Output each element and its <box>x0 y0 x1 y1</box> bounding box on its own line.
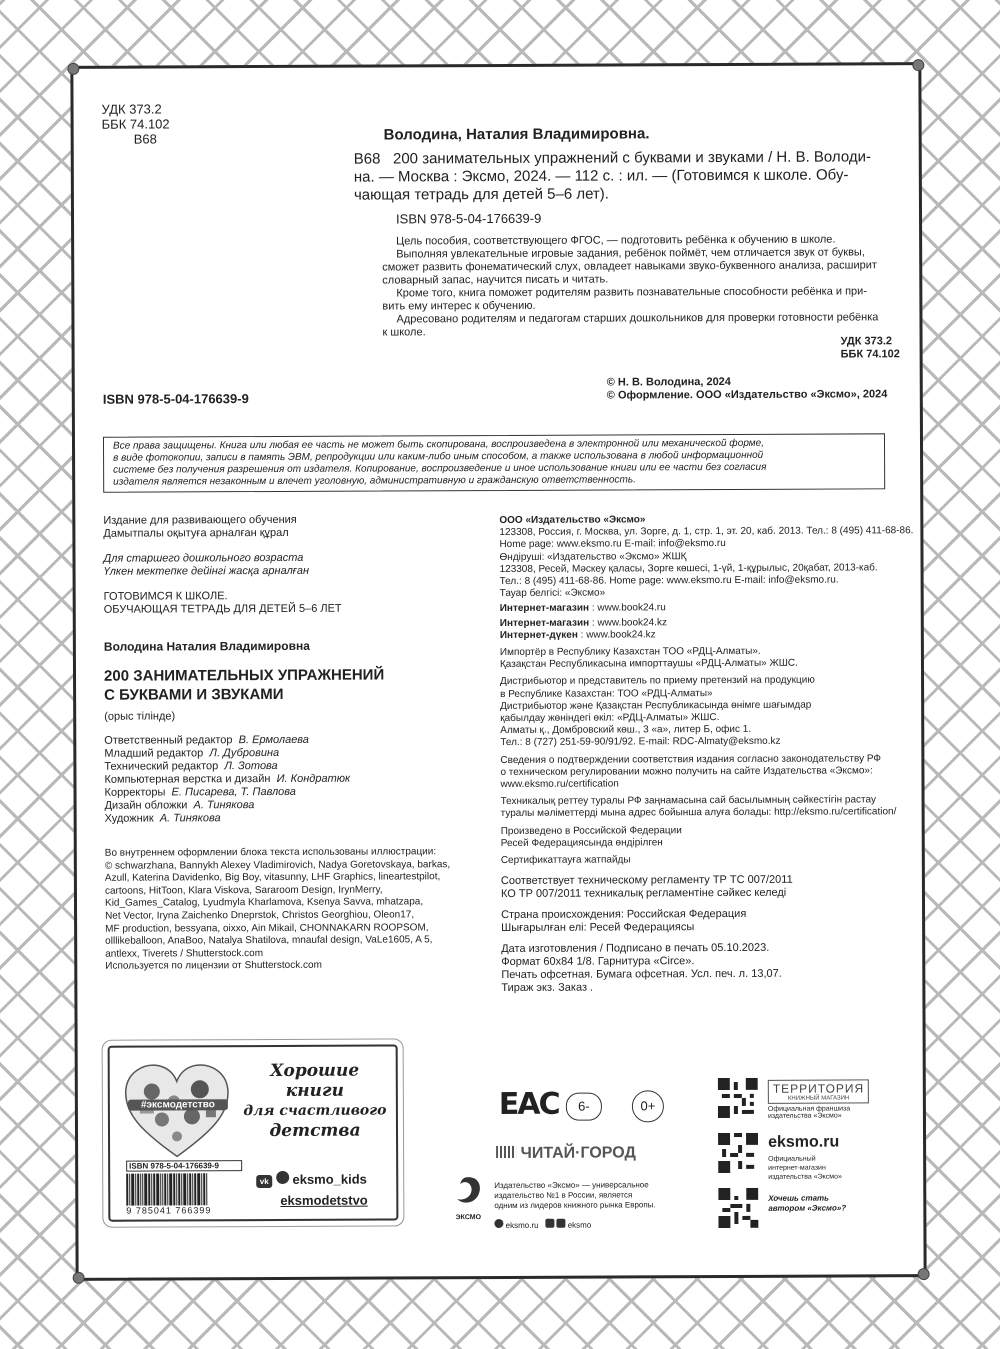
social-site[interactable]: eksmodetstvo <box>280 1192 368 1208</box>
shop-line: Интернет-магазин : www.book24.kz <box>499 616 667 629</box>
vk-icon <box>545 1219 554 1228</box>
udk-code: УДК 373.2 <box>840 335 893 348</box>
age-badge-6: 6- <box>566 1093 602 1121</box>
chitai-gorod-logo: ЧИТАЙ·ГОРОД <box>496 1144 636 1163</box>
qr-code-icon[interactable] <box>718 1078 758 1118</box>
biblio-code: В68 <box>353 150 381 168</box>
abstract-line: словарный запас, научится писать и читать. <box>382 273 609 287</box>
isbn-line: ISBN 978-5-04-176639-9 <box>395 210 542 227</box>
abstract-line: к школе. <box>382 326 426 339</box>
barcode-digits: 9 785041 766399 <box>126 1205 242 1216</box>
publisher-name: ООО «Издательство «Эксмо» <box>499 514 646 526</box>
pin <box>73 1272 85 1284</box>
series-line: ГОТОВИМСЯ К ШКОЛЕ. <box>103 590 228 603</box>
hashtag: #эксмодетство <box>128 1099 228 1110</box>
eksmo-icon <box>453 1175 483 1209</box>
rights-line: Все права защищены. Книга или любая ее часть не может быть скопирована, воспроизведена в электронной или механической форме, <box>112 437 764 452</box>
biblio-record <box>354 148 934 205</box>
credit-line: Ответственный редактор В. Ермолаева <box>104 733 309 747</box>
right-column: ООО «Издательство «Эксмо» 123308, Россия, г. Москва, ул. Зорге, д. 1, стр. 1, эт. 20, каб. 2013. Тел.: 8 (495) 411-68-86. Home page: www.eksmo.ru E-mail: info@eksmo.ru Өндіруші: «Издательство «Эксмо» ЖШҚ 123308, Ресей, Мәскеу қаласы, Зорге көшесі, 1-үй, 1-құрылыс, 20қабат, 2013-каб. Тел.: 8 (495) 411-68-86. Home page: www.eksmo.ru E-mail: info@eksmo.ru. Тауар белгісі: «Эксмо» Интернет-магазин : www.book24.ru Интернет-магазин : www.book24.kz Интернет-дүкен : www.book24.kz Импортёр в Республику Казахстан ТОО «РДЦ-Алматы». Қазақстан Республикасына импорттаушы «РДЦ-Алматы» ЖШС. Дистрибьютор и представитель по приему претензий на продукцию в Республике Казахстан: ТОО «РДЦ-Алматы» Дистрибьютор және Қазақстан Республикасында өнімге шағымдар қабылдау жөніндегі өкіл: «РДЦ-Алматы» ЖШС. Алматы қ., Домбровский көш., 3 «а», литер Б, офис 1. Тел.: 8 (727) 251-59-90/91/92. E-mail: RDC-Almaty@eksmo.kz Сведения о подтверждении соответствия издания согласно законодательству РФ о техническом регулировании можно получить на сайте Издательства «Эксмо»: www.eksmo.ru/certification Техникалық реттеу туралы РФ заңнамасына сай басылымның сәйкестігін растау туралы мәліметтерді мына адрес бойынша алуға болады: http://eksmo.ru/certification/ Произведено в Российской Федерации Ресей Федерациясында өндірілген Сертификаттауға жатпайды <box>499 513 921 867</box>
slogan: Хорошие книги для счастливого детства <box>243 1060 387 1142</box>
page-sheet <box>70 62 926 1281</box>
catalog-codes-bottom <box>841 335 900 361</box>
pin <box>918 1268 930 1280</box>
abstract-line: Выполняя увлекательные игровые задания, ребёнок поймёт, чем отличается звук от буквы, <box>396 246 865 261</box>
telegram-icon <box>494 1219 503 1228</box>
rights-line: в виде фотокопии, записи в память ЭВМ, репродукции или каким-либо иным способом, а также использована в любой информационной <box>113 449 764 464</box>
biblio-line: 200 занимательных упражнений с буквами и звуками / Н. В. Володи- <box>392 148 872 168</box>
shop-line: Интернет-магазин : www.book24.ru <box>499 602 666 615</box>
abstract-line: вить ему интерес к обучению. <box>382 299 536 313</box>
edition-line: Дамытпалы оқытуға арналған құрал <box>103 526 289 540</box>
age-badge-0: 0+ <box>632 1090 664 1122</box>
bbk-code: ББК 74.102 <box>101 116 170 132</box>
author-heading: Володина, Наталия Владимировна. <box>383 125 650 144</box>
credit-line: Компьютерная верстка и дизайн И. Кондратюк <box>104 772 351 786</box>
author-code: В68 <box>133 131 157 147</box>
promo-sticker <box>108 1044 399 1221</box>
credit-line: Младший редактор Л. Дубровина <box>104 746 280 760</box>
isbn-bold: ISBN 978-5-04-176639-9 <box>102 391 249 407</box>
rights-line: системе без получения разрешения от издателя. Копирование, воспроизведение и иное использование книги или ее части без согласия <box>113 461 767 476</box>
credit-line: Дизайн обложки А. Тинякова <box>104 799 255 812</box>
print-data: Соответствует техническому регламенту ТР ТС 007/2011 КО ТР 007/2011 техникалық регламентіне сәйкес келеді Страна происхождения: Российская Федерация Шығарылған елі: Ресей Федерациясы Дата изготовления / Подписано в печать 05.10.2023. Формат 60x84 1/8. Гарнитура «Circe». Печать офсетная. Бумага офсетная. Усл. печ. л. 13,07. Тираж экз. Заказ . <box>500 873 793 994</box>
abstract-line: сможет развить фонематический слух, овладеет навыками звуко-буквенного анализа, расширит <box>382 259 877 274</box>
pin <box>912 59 924 71</box>
bbk-code: ББК 74.102 <box>840 348 900 361</box>
edition-line: Издание для развивающего обучения <box>103 513 297 527</box>
eksmo-logo: ЭКСМО <box>450 1175 486 1221</box>
credit-line: Художник А. Тинякова <box>104 812 221 825</box>
catalog-codes <box>102 101 170 146</box>
abstract-line: Кроме того, книга поможет родителям развить познавательные способности ребёнка и при- <box>396 285 868 300</box>
copyright-line: © Оформление. ООО «Издательство «Эксмо», 2024 <box>606 388 888 402</box>
book-title: С БУКВАМИ И ЗВУКАМИ <box>104 685 284 704</box>
author-name: Володина Наталия Владимировна <box>103 638 310 654</box>
vk-icon: vk <box>256 1175 272 1188</box>
udk-code: УДК 373.2 <box>101 101 162 117</box>
shop-line: Интернет-дүкен : www.book24.kz <box>499 629 656 641</box>
language-note: (орыс тілінде) <box>104 710 176 723</box>
sticker-isbn: ISBN 978-5-04-176639-9 <box>126 1160 242 1172</box>
eksmo-shop[interactable]: eksmo.ru Официальный интернет-магазин издательства «Эксмо» <box>768 1133 842 1181</box>
rights-line: издателя является незаконным и влечет уголовную, административную и гражданскую ответственность. <box>113 474 636 488</box>
bookstore-icon <box>496 1146 516 1158</box>
biblio-line: чающая тетрадь для детей 5–6 лет). <box>353 185 609 204</box>
telegram-icon <box>276 1171 289 1184</box>
abstract-line: Цель пособия, соответствующего ФГОС, — подготовить ребёнка к обучению в школе. <box>396 233 836 248</box>
eksmo-social[interactable]: eksmo.ru eksmo <box>494 1218 655 1231</box>
eksmo-description: Издательство «Эксмо» — универсальное издательство №1 в России, является одним из лидеров книжного рынка Европы. eksmo.ru eksmo <box>494 1180 656 1230</box>
territory-logo: ТЕРРИТОРИЯ КНИЖНЫЙ МАГАЗИН Официальная франшиза издательства «Эксмо» <box>768 1079 870 1119</box>
pin <box>67 63 79 75</box>
age-line: Үлкен мектепке дейінгі жасқа арналған <box>103 564 310 578</box>
left-column <box>103 513 485 974</box>
heart-icon <box>122 1061 232 1161</box>
abstract <box>382 233 922 339</box>
become-author[interactable]: Хочешь стать автором «Эксмо»? <box>768 1193 847 1213</box>
qr-code-icon[interactable] <box>718 1188 758 1228</box>
rights-notice <box>103 433 885 492</box>
age-line: Для старшего дошкольного возраста <box>103 551 304 565</box>
credit-line: Корректоры Е. Писарева, Т. Павлова <box>104 785 296 799</box>
biblio-line: на. — Москва : Эксмо, 2024. — 112 с. : ил. — (Готовимся к школе. Обу- <box>353 166 849 186</box>
copyright-line: © Н. В. Володина, 2024 <box>606 375 731 389</box>
qr-code-icon[interactable] <box>718 1133 758 1173</box>
credits-list <box>104 733 484 826</box>
cert-note: Сертификаттауға жатпайды <box>500 854 631 867</box>
illustrations-credits: Во внутреннем оформлении блока текста использованы иллюстрации: © schwarzhana, Bannykh Alexey Vladimirovich, Nadya Goretovskaya, barkas, Azull, Katerina Davidenko, Big Boy, vitasunny, LHF Graphics, lineartestpilot, cartoons, HitToon, Klara Viskova, Sararoom Design, IrynMerry, Kid_Games_Catalog, Lyudmyla Kharlamova, Ksenya Savva, mhatzapa, Net Vector, Iryna Zaichenko Dneprstok, Christos Georghiou, Oleon17, MF production, bessyana, oixxo, Ain Mikail, CHONNAKARN ROOPSOM, olllikeballoon, AnaBoo, Natalya Shatilova, mnaufal design, VaLe1605, A 5, antlexx, Tiverets / Shutterstock.com Используется по лицензии от Shutterstock.com <box>104 846 451 973</box>
ok-icon <box>556 1219 565 1228</box>
eac-mark: EAC <box>498 1086 559 1123</box>
series-line: ОБУЧАЮЩАЯ ТЕТРАДЬ ДЛЯ ДЕТЕЙ 5–6 ЛЕТ <box>103 602 342 616</box>
book-title: 200 ЗАНИМАТЕЛЬНЫХ УПРАЖНЕНИЙ <box>103 666 385 685</box>
social-vk[interactable]: vk eksmo_kids <box>256 1171 367 1188</box>
copyright-block <box>607 375 888 402</box>
credit-line: Технический редактор Л. Зотова <box>104 759 278 773</box>
abstract-line: Адресовано родителям и педагогам старших дошкольников для проверки готовности ребёнка <box>396 311 879 326</box>
